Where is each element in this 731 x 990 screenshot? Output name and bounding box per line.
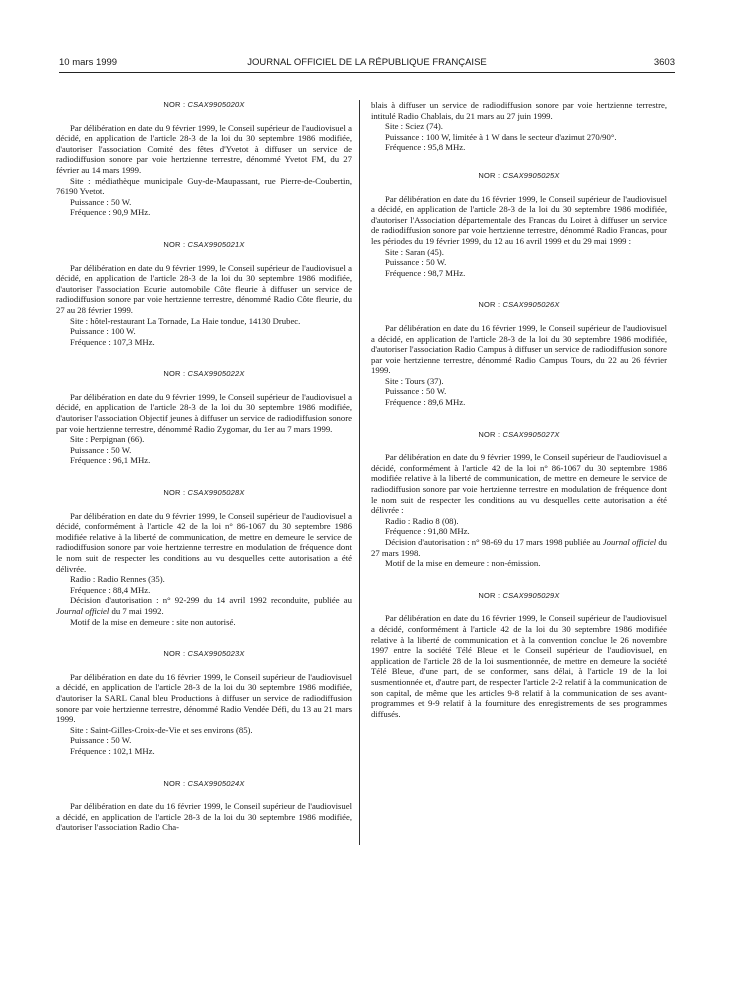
notice-text: Par délibération en date du 9 février 1999, le Conseil supérieur de l'audiovisuel a décidé, en application de l'article 28-3 de la loi du 30 septembre 1986 modifiée, d'autoriser l'association Objectif jeunes à diffuser un service de radiodiffusion sonore par voie hertzienne terrestre, dénommé Radio Zygomar, du 1er au 7 mars 1999.: [56, 391, 352, 434]
nor-reference: [56, 779, 352, 790]
notice-radio-8: [371, 430, 667, 569]
notice-motif: Motif de la mise en demeure : site non autorisé.: [70, 616, 236, 627]
notice-tele-bleue: [371, 591, 667, 720]
notice-site: Site : hôtel-restaurant La Tornade, La Haie tondue, 14130 Drubec.: [70, 315, 301, 326]
notice-text: Par délibération en date du 9 février 1999, le Conseil supérieur de l'audiovisuel a décidé, en application de l'article 28-3 de la loi du 30 septembre 1986 modifiée, d'autoriser l'association Ecurie automobile Côte fleurie à diffuser un service de radiodiffusion sonore par voie hertzienne terrestre, dénommé Radio Côte fleurie, du 27 au 28 février 1999.: [56, 262, 352, 315]
nor-code: CSAX9905024X: [187, 778, 245, 788]
nor-reference: [56, 100, 352, 111]
nor-prefix: NOR :: [478, 590, 501, 600]
notice-power: Puissance : 50 W.: [385, 257, 447, 268]
notice-power: Puissance : 100 W.: [70, 326, 136, 337]
journal-reference: Journal officiel: [602, 537, 657, 547]
notice-cote-fleurie: [56, 240, 352, 347]
notice-site: Site : Saran (45).: [385, 246, 444, 257]
notice-text: Par délibération en date du 16 février 1999, le Conseil supérieur de l'audiovisuel a décidé, conformément à l'article 42 de la loi du 30 septembre 1986 modifiée relative à la liberté de communication et à la convention conclue le 26 novembre 1997 entre la société Télé Bleue et le Conseil supérieur de l'audiovisuel, en application de l'article 28 de la loi susmentionnée, de mettre en demeure la société Télé Bleue, d'une part, de se conformer, sans délai, à l'article 19 de la loi susmentionnée et, d'autre part, de respecter l'article 2-2 relatif à la communication de son capital, de même que les articles 9-8 relatif à la communication de ses avant-programmes et 9-9 relatif à la fourniture des enregistrements de ses programmes diffusés.: [371, 613, 667, 719]
notice-text: Par délibération en date du 9 février 1999, le Conseil supérieur de l'audiovisuel a décidé, conformément à l'article 42 de la loi n° 86-1067 du 30 septembre 1986 modifiée relative à la liberté de communication, de mettre en demeure le service de radiodiffusion sonore par voie hertzienne terrestre en modulation de fréquence dont le nom suit de respecter les conditions au vu desquelles cette autorisation a été délivrée :: [371, 452, 667, 516]
nor-prefix: NOR :: [478, 300, 501, 310]
notice-frequency: Fréquence : 96,1 MHz.: [70, 455, 151, 466]
nor-code: CSAX9905023X: [187, 649, 245, 659]
notice-site: Site : Perpignan (66).: [70, 434, 145, 445]
notice-site: Site : médiathèque municipale Guy-de-Maupassant, rue Pierre-de-Coubertin, 76190 Yvetot.: [56, 175, 352, 197]
notice-radio-campus: [371, 300, 667, 407]
nor-code: CSAX9905029X: [502, 590, 560, 600]
nor-prefix: NOR :: [163, 100, 186, 109]
notice-power: Puissance : 50 W.: [385, 386, 447, 397]
notice-power: Puissance : 50 W.: [70, 196, 132, 207]
page-number: 3603: [653, 57, 675, 68]
notice-power: Puissance : 50 W.: [70, 735, 132, 746]
nor-prefix: NOR :: [478, 429, 501, 439]
nor-reference: [56, 369, 352, 380]
notice-text: Par délibération en date du 16 février 1999, le Conseil supérieur de l'audiovisuel a décidé, en application de l'article 28-3 de la loi du 30 septembre 1986 modifiée, d'autoriser la SARL Canal bleu Productions à diffuser un service de radiodiffusion sonore par voie hertzienne terrestre, dénommé Radio Vendée Défi, du 13 au 21 mars 1999.: [56, 671, 352, 725]
notice-radio: Radio : Radio Rennes (35).: [70, 574, 165, 585]
notice-power: Puissance : 50 W.: [70, 444, 132, 455]
notice-radio-chablais-continued: [371, 100, 667, 153]
decision-text: Décision d'autorisation : n° 92-299 du 14 avril 1992 reconduite, publiée au: [70, 595, 352, 606]
notice-decision: [56, 595, 352, 616]
nor-reference: [371, 430, 667, 441]
notice-frequency: Fréquence : 98,7 MHz.: [385, 267, 466, 278]
notice-vendee-defi: [56, 649, 352, 756]
notice-frequency: Fréquence : 95,8 MHz.: [385, 142, 466, 153]
notice-frequency: Fréquence : 90,9 MHz.: [70, 207, 151, 218]
notice-radio-francas: [371, 171, 667, 278]
right-column: [371, 100, 667, 741]
nor-code: CSAX9905027X: [502, 429, 560, 439]
nor-code: CSAX9905026X: [502, 300, 560, 310]
notice-site: Site : Sciez (74).: [385, 121, 443, 132]
nor-code: CSAX9905021X: [187, 239, 245, 249]
notice-frequency: Fréquence : 88,4 MHz.: [70, 584, 151, 595]
notice-frequency: Fréquence : 107,3 MHz.: [70, 336, 155, 347]
notice-frequency: Fréquence : 102,1 MHz.: [70, 745, 155, 756]
issue-date: 10 mars 1999: [59, 57, 118, 68]
nor-prefix: NOR :: [163, 649, 186, 659]
column-divider: [359, 100, 360, 845]
nor-prefix: NOR :: [163, 369, 186, 379]
nor-prefix: NOR :: [163, 239, 186, 249]
nor-reference: [371, 300, 667, 311]
notice-motif: Motif de la mise en demeure : non-émission.: [385, 558, 541, 569]
notice-text: Par délibération en date du 9 février 1999, le Conseil supérieur de l'audiovisuel a décidé, en application de l'article 28-3 de la loi du 30 septembre 1986 modifiée, d'autoriser l'association Comité des fêtes d'Yvetot à diffuser un service de radiodiffusion sonore par voie hertzienne terrestre, dénommé Yvetot FM, du 27 février au 14 mars 1999.: [56, 122, 352, 175]
nor-code: CSAX9905025X: [502, 170, 560, 180]
notice-radio: Radio : Radio 8 (08).: [385, 515, 459, 526]
notice-text: Par délibération en date du 16 février 1999, le Conseil supérieur de l'audiovisuel a décidé, en application de l'article 28-3 de la loi du 30 septembre 1986 modifiée, d'autoriser l'association Radio Campus à diffuser un service de radiodiffusion sonore par voie hertzienne terrestre, dénommé Radio Campus Tours, du 22 au 26 février 1999.: [371, 322, 667, 376]
notice-text: Par délibération en date du 16 février 1999, le Conseil supérieur de l'audiovisuel a décidé, en application de l'article 28-3 de la loi du 30 septembre 1986 modifiée, d'autoriser l'association Radio Cha-: [56, 801, 352, 833]
nor-reference: [56, 649, 352, 660]
nor-code: CSAX9905028X: [187, 488, 245, 498]
nor-code: CSAX9905022X: [187, 369, 245, 379]
nor-reference: [56, 488, 352, 499]
decision-date: du 7 mai 1992.: [109, 605, 164, 616]
notice-site: Site : Saint-Gilles-Croix-de-Vie et ses environs (85).: [70, 724, 253, 735]
notice-decision: [371, 537, 667, 558]
decision-text: Décision d'autorisation : n° 98-69 du 17 mars 1998 publiée au: [385, 537, 603, 547]
page-header: [59, 56, 675, 70]
notice-text: Par délibération en date du 9 février 1999, le Conseil supérieur de l'audiovisuel a décidé, conformément à l'article 42 de la loi n° 86-1067 du 30 septembre 1986 modifiée relative à la liberté de communication, de mettre en demeure le service de radiodiffusion sonore par voie hertzienne terrestre en modulation de fréquence dont le nom suit de respecter les conditions au vu desquelles cette autorisation a été délivrée.: [56, 510, 352, 574]
nor-reference: [371, 591, 667, 602]
journal-title: JOURNAL OFFICIEL DE LA RÉPUBLIQUE FRANÇAISE: [247, 57, 487, 68]
notice-radio-chablais: [56, 779, 352, 833]
notice-zygomar: [56, 369, 352, 466]
notice-power: Puissance : 100 W, limitée à 1 W dans le secteur d'azimut 270/90°.: [385, 131, 617, 142]
notice-text: Par délibération en date du 16 février 1999, le Conseil supérieur de l'audiovisuel a décidé, en application de l'article 28-3 de la loi du 30 septembre 1986 modifiée, d'autoriser l'Association départementale des Francas du Loiret à diffuser un service de radiodiffusion sonore par voie hertzienne terrestre, dénommé Radio Francas, pour les périodes du 19 février 1999, du 12 au 16 avril 1999 et du 29 mai 1999 :: [371, 193, 667, 246]
nor-prefix: NOR :: [163, 488, 186, 498]
nor-reference: [56, 240, 352, 251]
notice-radio-rennes: [56, 488, 352, 627]
notice-text-continued: blais à diffuser un service de radiodiffusion sonore par voie hertzienne terrestre, intitulé Radio Chablais, du 21 mars au 27 juin 1999.: [371, 100, 667, 121]
header-rule: [59, 72, 675, 73]
notice-frequency: Fréquence : 91,80 MHz.: [385, 526, 470, 537]
notice-site: Site : Tours (37).: [385, 375, 444, 386]
nor-reference: [371, 171, 667, 182]
decision-date: du 27 mars 1998.: [371, 537, 667, 558]
notice-yvetot: [56, 100, 352, 218]
journal-reference: Journal officiel: [56, 605, 110, 616]
nor-prefix: NOR :: [163, 778, 186, 788]
nor-prefix: NOR :: [478, 170, 501, 180]
nor-code: CSAX9905020X: [187, 100, 245, 109]
notice-frequency: Fréquence : 89,6 MHz.: [385, 397, 466, 408]
left-column: [56, 100, 352, 855]
